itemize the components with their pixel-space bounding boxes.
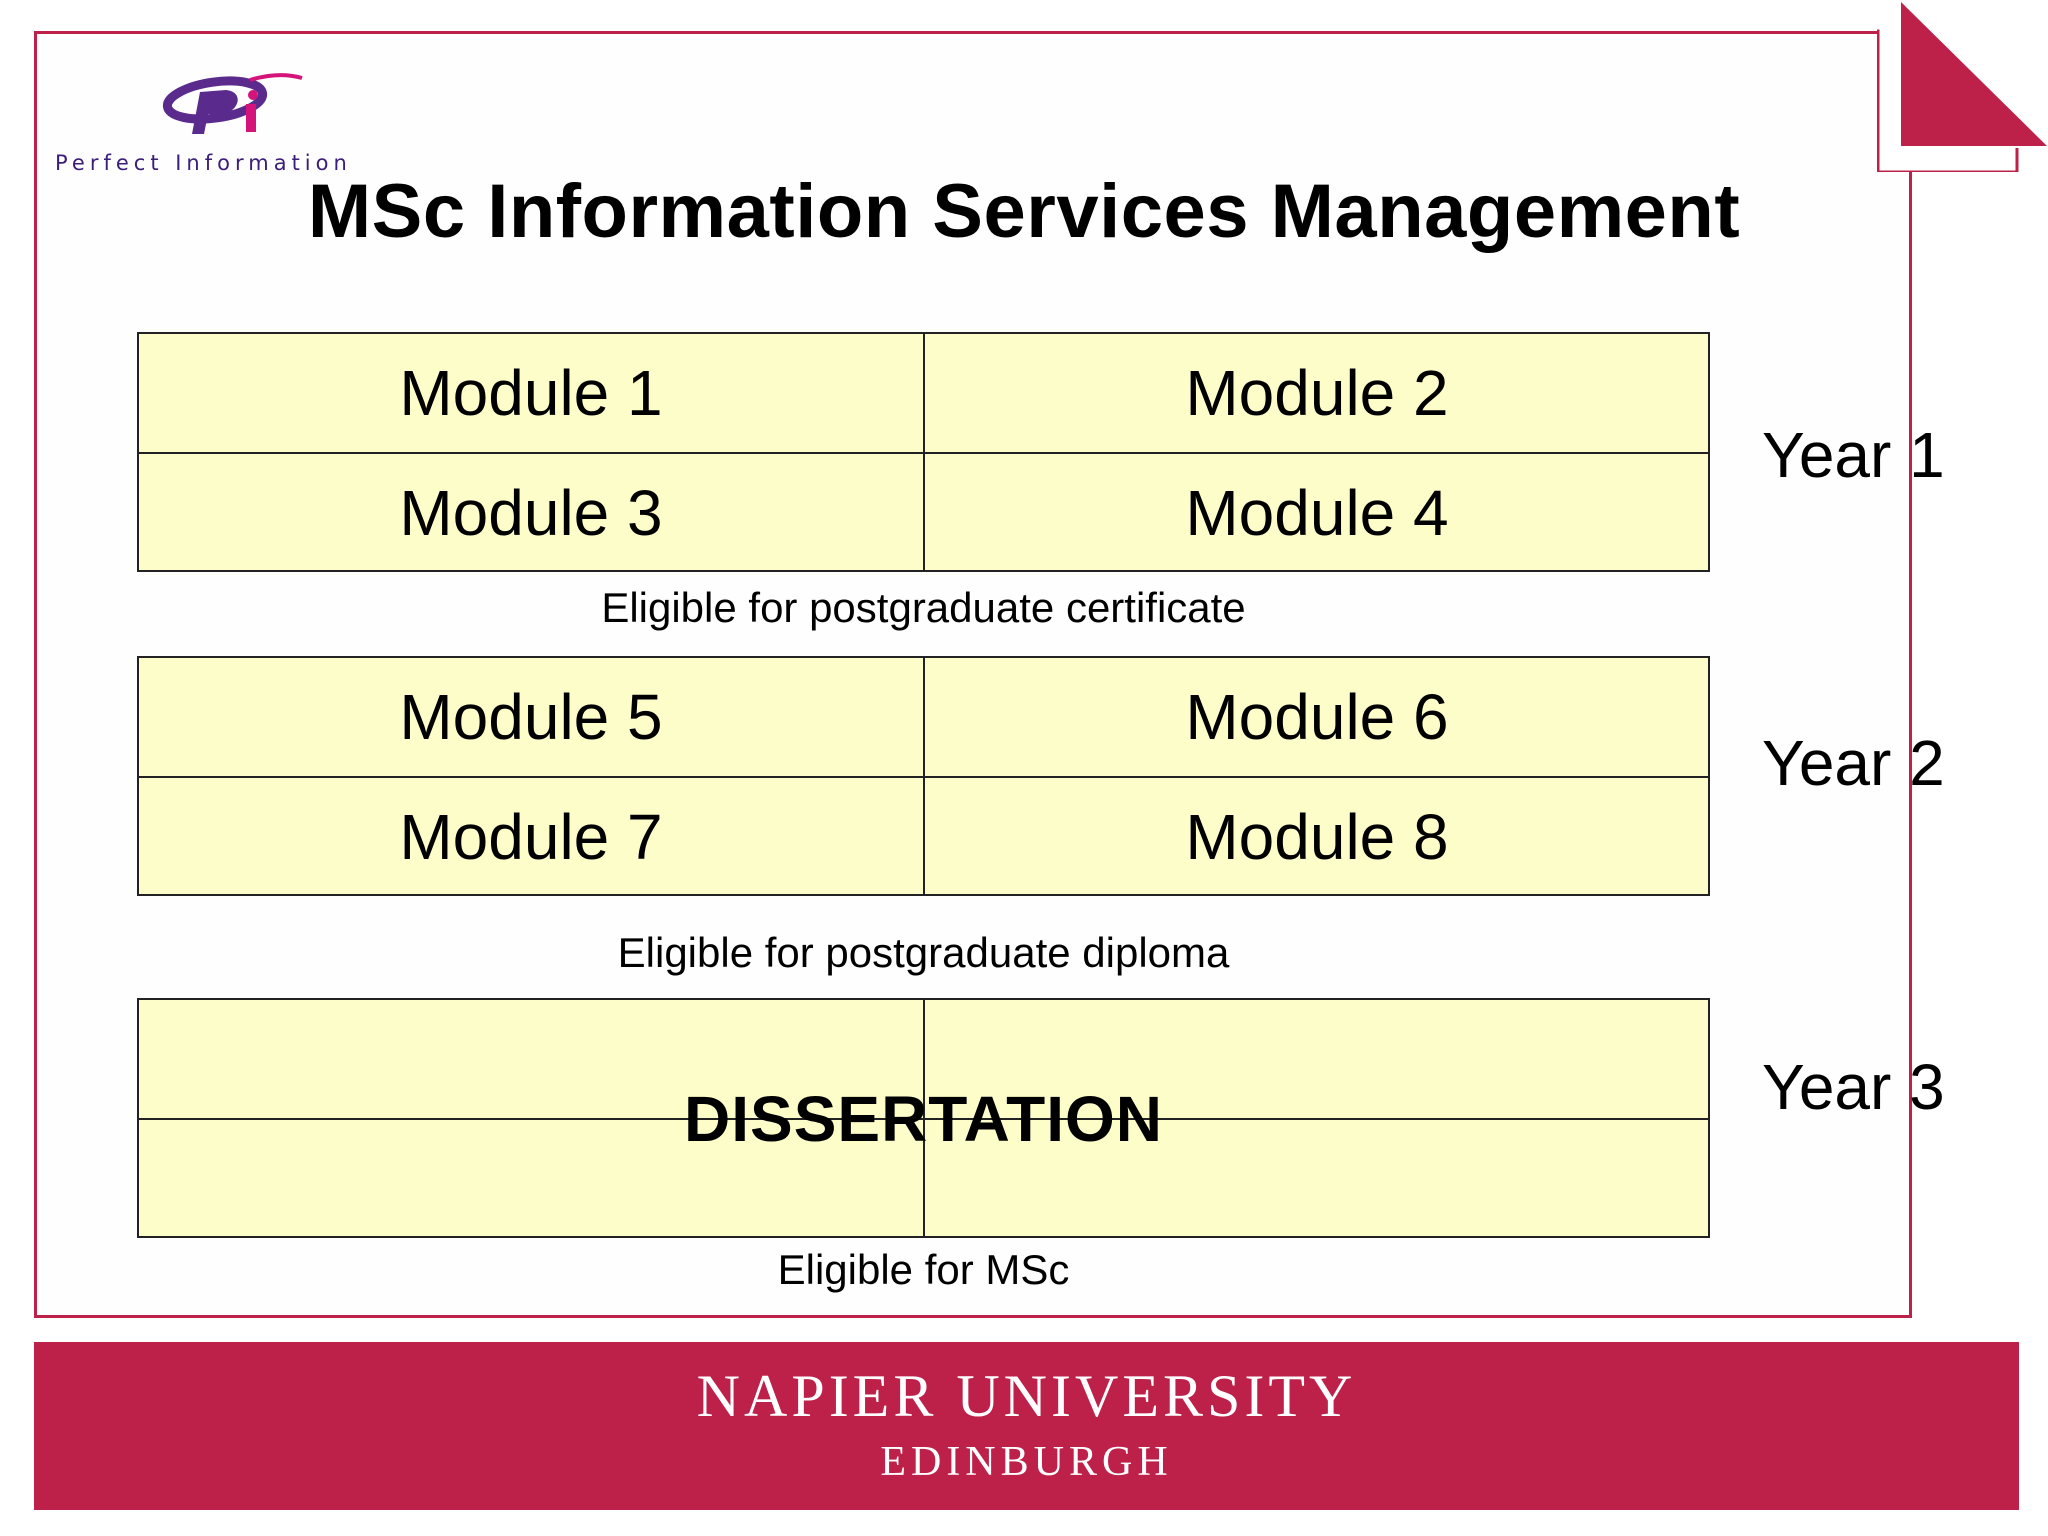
year2-eligibility: Eligible for postgraduate diploma [617, 929, 1230, 976]
module-cell: Module 3 [399, 477, 663, 549]
logo-text: Perfect Information [55, 151, 352, 175]
year2-label: Year 2 [1762, 727, 1945, 799]
year3-label: Year 3 [1762, 1051, 1945, 1123]
year1-label: Year 1 [1762, 419, 1945, 491]
university-name: NAPIER UNIVERSITY [696, 1363, 1357, 1429]
year1-eligibility: Eligible for postgraduate certificate [601, 584, 1246, 631]
pi-logo-icon [50, 62, 380, 152]
module-cell: Module 5 [399, 681, 663, 753]
year2-modules-grid [137, 656, 1710, 896]
module-cell: Module 7 [399, 801, 663, 873]
module-cell: Module 2 [1185, 357, 1449, 429]
year3-dissertation-grid [137, 998, 1710, 1238]
folded-corner [1877, 0, 2048, 172]
module-cell: Module 4 [1185, 477, 1449, 549]
year1-modules-grid [137, 332, 1710, 572]
module-cell: Module 6 [1185, 681, 1449, 753]
module-cell: Module 8 [1185, 801, 1449, 873]
university-footer [34, 1342, 2019, 1510]
page-title: MSc Information Services Management [307, 169, 1741, 254]
year3-eligibility: Eligible for MSc [777, 1246, 1070, 1293]
university-city: EDINBURGH [880, 1439, 1173, 1485]
folded-corner-icon [1877, 0, 2048, 172]
dissertation-label: DISSERTATION [684, 1083, 1163, 1155]
module-cell: Module 1 [399, 357, 663, 429]
